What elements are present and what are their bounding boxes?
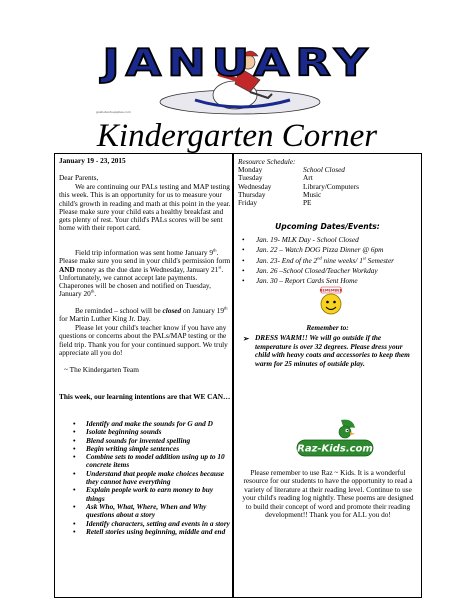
schedule-day: Thursday xyxy=(238,189,266,199)
schedule-day: Wednesday xyxy=(238,181,272,191)
intention-item: • Isolate beginning sounds xyxy=(62,428,232,436)
letter-paragraph-testing: We are continuing our PALs testing and MAP testing this week. This is an opportunity for us to measure your child's growth in reading and math at this point in the year. Please make sure your child eats a healthy breakfast and gets plenty of rest. Your child's PALs scores will be sent home with their report card. xyxy=(59,182,231,233)
text-span: Field trip information was sent home January 9 xyxy=(75,248,214,257)
schedule-title: Resource Schedule: xyxy=(238,157,296,166)
text-span: nine weeks/ 1 xyxy=(321,255,363,265)
text-span: Jan. 23- End of the 2 xyxy=(256,255,318,265)
emphasis-and: AND xyxy=(59,264,75,274)
schedule-day: Friday xyxy=(238,198,258,208)
intentions-heading: This week, our learning intentions are that WE CAN… xyxy=(59,392,231,401)
event-item: • Jan. 26 –School Closed/Teacher Workday xyxy=(242,267,420,275)
intention-item: • Identify and make the sounds for G and D xyxy=(62,420,232,428)
smiley-caption: REMEMBER xyxy=(319,288,343,293)
resource-schedule-table xyxy=(238,166,359,207)
ordinal: th xyxy=(213,247,217,253)
right-column-box xyxy=(233,153,422,598)
intention-item: • Blend sounds for invented spelling xyxy=(62,437,232,445)
schedule-day: Tuesday xyxy=(238,173,263,183)
intention-item: • Begin writing simple sentences xyxy=(62,445,232,453)
events-list xyxy=(242,236,420,287)
schedule-activity: Music xyxy=(303,189,322,199)
text-span: . xyxy=(94,289,97,299)
letter-paragraph-closure xyxy=(59,307,231,324)
intention-item: • Explain people work to earn money to buy things xyxy=(62,486,232,503)
page-title: Kindergarten Corner xyxy=(96,118,378,154)
schedule-row xyxy=(238,199,359,207)
emphasis-closed: closed xyxy=(162,306,182,315)
schedule-activity: Library/Computers xyxy=(303,181,359,191)
letter-paragraph-questions: Please let your child's teacher know if you have any questions or concerns about the PALs/MAP testing or the field trip. Thank you for your continued support. We truly appreciate all you do! xyxy=(59,323,228,357)
intention-item: • Combine sets to model addition using up to 10 concrete items xyxy=(62,453,232,470)
week-date: January 19 - 23, 2015 xyxy=(59,156,126,165)
text-span: Be reminded – school will be xyxy=(75,306,163,315)
raz-kids-logo xyxy=(295,418,375,460)
intentions-list xyxy=(62,420,232,536)
text-span: money as the due date is Wednesday, January 21 xyxy=(74,264,219,274)
intention-item: • Identify characters, setting and events in a story xyxy=(62,520,232,528)
event-item xyxy=(242,257,420,265)
remember-title: Remember to: xyxy=(306,323,349,332)
intention-item: • Ask Who, What, Where, When and Why questions about a story xyxy=(62,503,232,520)
smiley-remember-icon xyxy=(318,286,344,316)
text-span: Semester xyxy=(365,255,395,265)
signoff: ~ The Kindergarten Team xyxy=(64,365,139,374)
greeting: Dear Parents, xyxy=(59,173,99,182)
event-item: • Jan. 19- MLK Day - School Closed xyxy=(242,236,420,244)
ordinal: st xyxy=(362,255,366,261)
text-span: for Martin Luther King Jr. Day. xyxy=(59,314,151,324)
letter-paragraph-field-trip xyxy=(59,249,231,299)
intention-item: • Retell stories using beginning, middle and end xyxy=(62,528,232,536)
text-span: on January 19 xyxy=(181,306,224,315)
ordinal: th xyxy=(90,289,95,295)
banner-word: JANUARY xyxy=(102,40,374,85)
intention-item: • Understand that people make choices because they cannot have everything xyxy=(62,470,232,487)
ordinal: st xyxy=(218,264,222,270)
schedule-day: Monday xyxy=(238,165,263,174)
banner-caption: gostudentsupplies.com xyxy=(96,110,131,114)
ordinal: th xyxy=(223,305,228,311)
schedule-activity: PE xyxy=(303,198,312,208)
remember-body: DRESS WARM!! We will go outside if the temperature is over 32 degrees. Please dress your child with heavy coats and accessories to keep them warm for 25 minutes of outside play. xyxy=(255,333,410,368)
ordinal: nd xyxy=(317,255,322,261)
text-span: . Please make sure you send in your child's permission form xyxy=(59,248,231,266)
raz-logo-text: Raz-Kids.com xyxy=(297,443,373,455)
schedule-activity: Art xyxy=(303,173,313,183)
text-span: . Unfortunately, we cannot accept late payments. Chaperones will be chosen and notified on Tuesday, January 20 xyxy=(59,264,224,299)
arrow-bullet-icon: ➢ xyxy=(243,334,250,343)
schedule-activity: School Closed xyxy=(303,165,345,174)
upcoming-events-title: Upcoming Dates/Events: xyxy=(275,222,380,231)
january-banner xyxy=(60,40,416,116)
event-item: • Jan. 30 – Report Cards Sent Home xyxy=(242,277,420,285)
raz-kids-paragraph: Please remember to use Raz ~ Kids. It is a wonderful resource for our students to have the opportunity to read a variety of literature at their reading level. Continue to use your child's reading log nightly. These poems are designed to build their concept of word and promote their reading development!! Thank you for ALL you do! xyxy=(242,468,414,520)
event-item: • Jan. 22 – Watch DOG Pizza Dinner @ 6pm xyxy=(242,246,420,254)
